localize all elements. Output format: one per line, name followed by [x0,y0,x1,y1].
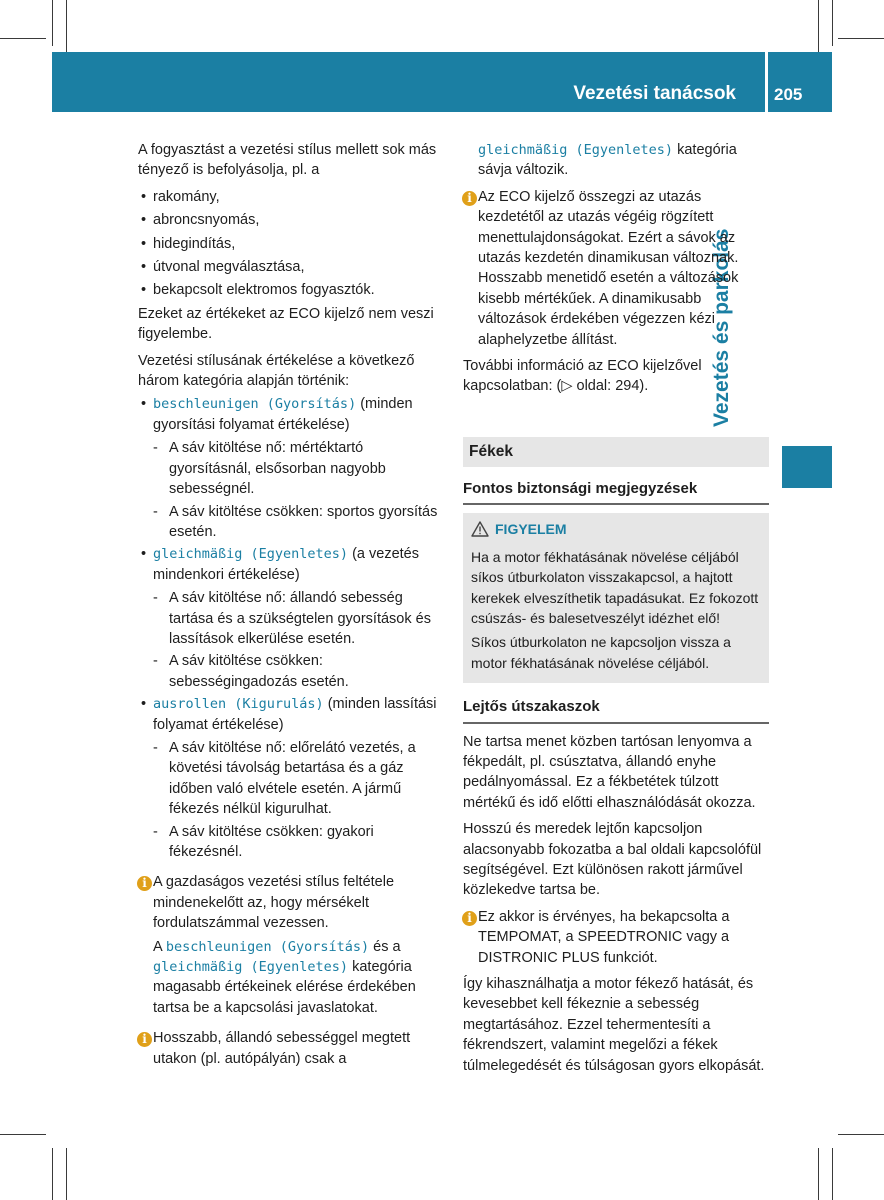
category-code: beschleunigen (Gyorsítás) [165,938,370,955]
crop-mark [832,1148,833,1200]
warning-header [471,519,761,542]
list-item: • hidegindítás, [138,234,444,254]
note-text: kategória magasabb értékeinek elérése érdekében tartsa be a kapcsolási javaslatokat. [153,959,416,1016]
category-code: gleichmäßig (Egyenletes) [478,142,674,158]
info-icon: i [462,191,477,206]
downhill-paragraph: Ne tartsa menet közben tartósan lenyomva a fékpedált, pl. csúsztatva, állandó enyhe pedálnyomással. Ez a fékbetétek túlzott mértékű és idő előtti elhasználódását okozza. [463,733,756,811]
note-text: A gazdaságos vezetési stílus feltétele mindenekelőtt az, hogy mérsékelt fordulatszámmal vezessen. [153,874,395,932]
downhill-paragraph: Hosszú és meredek lejtőn kapcsoljon alacsonyabb fokozatba a bal oldali kapcsolófül segítségével. Ezt különösen rakott járművel közlekedve tartsa be. [463,821,762,899]
note-text: és a [369,938,401,955]
info-icon: i [137,876,152,891]
warning-text: Síkos útburkolaton ne kapcsoljon vissza a motor fékhatásának növelése céljából. [471,634,731,671]
list-item: • bekapcsolt elektromos fogyasztók. [138,280,444,300]
note-text: Hosszabb, állandó sebességgel megtett utakon (pl. autópályán) csak a [153,1030,411,1067]
intro-paragraph: A fogyasztást a vezetési stílus mellett sok más tényező is befolyásolja, pl. a [138,142,437,179]
dash-item: - A sáv kitöltése nő: mértéktartó gyorsításnál, elsősorban nagyobb sebességnél. [138,438,444,499]
page-header [52,52,832,112]
list-item: • abroncsnyomás, [138,210,444,230]
continuation-paragraph [463,140,769,181]
crop-mark [52,1148,53,1200]
crop-mark [838,1134,884,1135]
right-column [463,140,769,1082]
note-text: A [153,938,166,955]
more-info-paragraph: További információ az ECO kijelzővel kapcsolatban: (▷ oldal: 294). [463,358,702,395]
warning-triangle-icon [471,521,491,542]
category-text: (minden gyorsítási folyamat értékelése) [153,396,413,433]
page-number: 205 [774,85,803,104]
header-divider [765,52,768,112]
crop-mark [66,1148,67,1200]
crop-mark [0,38,46,39]
list-item: • rakomány, [138,187,444,207]
category-text: (a vezetés mindenkori értékelése) [153,546,419,583]
warning-text: Ha a motor fékhatásának növelése céljából síkos útburkolaton visszakapcsol, a hajtott kerekek elveszíthetik tapadásukat. Ez fokozott csúszás- és balesetveszélyt idézhet elő! [471,548,759,626]
info-note [138,1028,444,1069]
crop-mark [818,1148,819,1200]
category-code: gleichmäßig (Egyenletes) [153,546,349,563]
note-text: Ez akkor is érvényes, ha bekapcsolta a TEMPOMAT, a SPEEDTRONIC vagy a DISTRONIC PLUS funkciót. [478,908,730,966]
factor-list [138,187,444,301]
warning-box [463,513,769,683]
info-note [463,187,769,350]
category-text: (minden lassítási folyamat értékelése) [153,696,437,733]
page-title: Vezetési tanácsok [573,83,736,104]
crop-mark [52,0,53,46]
crop-mark [838,38,884,39]
info-icon: i [462,911,477,926]
info-icon: i [137,1032,152,1047]
list-item: • útvonal megválasztása, [138,257,444,277]
continuation-text: kategória sávja változik. [478,142,737,179]
note-continuation [153,937,444,1019]
category-code: gleichmäßig (Egyenletes) [153,959,349,976]
left-column [138,140,444,1075]
category-steady [138,544,444,585]
dash-item: - A sáv kitöltése csökken: sportos gyorsítás esetén. [138,502,444,543]
crop-mark [818,0,819,52]
section-heading: Fékek [463,437,769,467]
dash-item: - A sáv kitöltése nő: állandó sebesség tartása és a szükségtelen gyorsítások és lassítások elkerülése esetén. [138,588,444,649]
dash-item: - A sáv kitöltése nő: előrelátó vezetés, a követési távolság betartása és a gáz időben való elvétele esetén. A jármű fékezés nélkül kigurulhat. [138,738,444,820]
crop-mark [0,1134,46,1135]
info-note [463,907,769,968]
subheading: Fontos biztonsági megjegyzések [463,479,769,505]
eco-paragraph: Ezeket az értékeket az ECO kijelző nem veszi figyelembe. [138,305,434,343]
note-text: Az ECO kijelző összegzi az utazás kezdetétől az utazás végéig rögzített menettulajdonságokat. Ezért a sávok az utazás kezdetén dinamikusan változnak. Hosszabb menetidő esetén a változások kisebb mértékűek. A dinamikusabb változások érdekében végezzen kézi alaphelyzetbe állítást. [478,188,739,348]
category-code: beschleunigen (Gyorsítás) [153,396,357,413]
category-accelerate [138,394,444,435]
category-coasting [138,694,444,735]
subheading: Lejtős útszakaszok [463,697,769,723]
side-tab-label: Vezetés és parkolás [710,228,733,427]
warning-title: FIGYELEM [495,521,567,538]
side-tab-marker [782,446,832,488]
category-code: ausrollen (Kigurulás) [153,696,324,713]
info-note [138,872,444,1018]
evaluation-paragraph: Vezetési stílusának értékelése a következő három kategória alapján történik: [138,352,415,390]
crop-mark [66,0,67,52]
crop-mark [832,0,833,46]
dash-item: - A sáv kitöltése csökken: gyakori fékezésnél. [138,822,444,863]
final-paragraph: Így kihasználhatja a motor fékező hatását, és kevesebbet kell fékeznie a sebesség megtartásához. Ezzel tehermentesíti a fékrendszert, valamint megelőzi a fékek túlmelegedését és túlságosan gyors elkopását. [463,976,765,1074]
dash-item: - A sáv kitöltése csökken: sebességingadozás esetén. [138,651,444,692]
